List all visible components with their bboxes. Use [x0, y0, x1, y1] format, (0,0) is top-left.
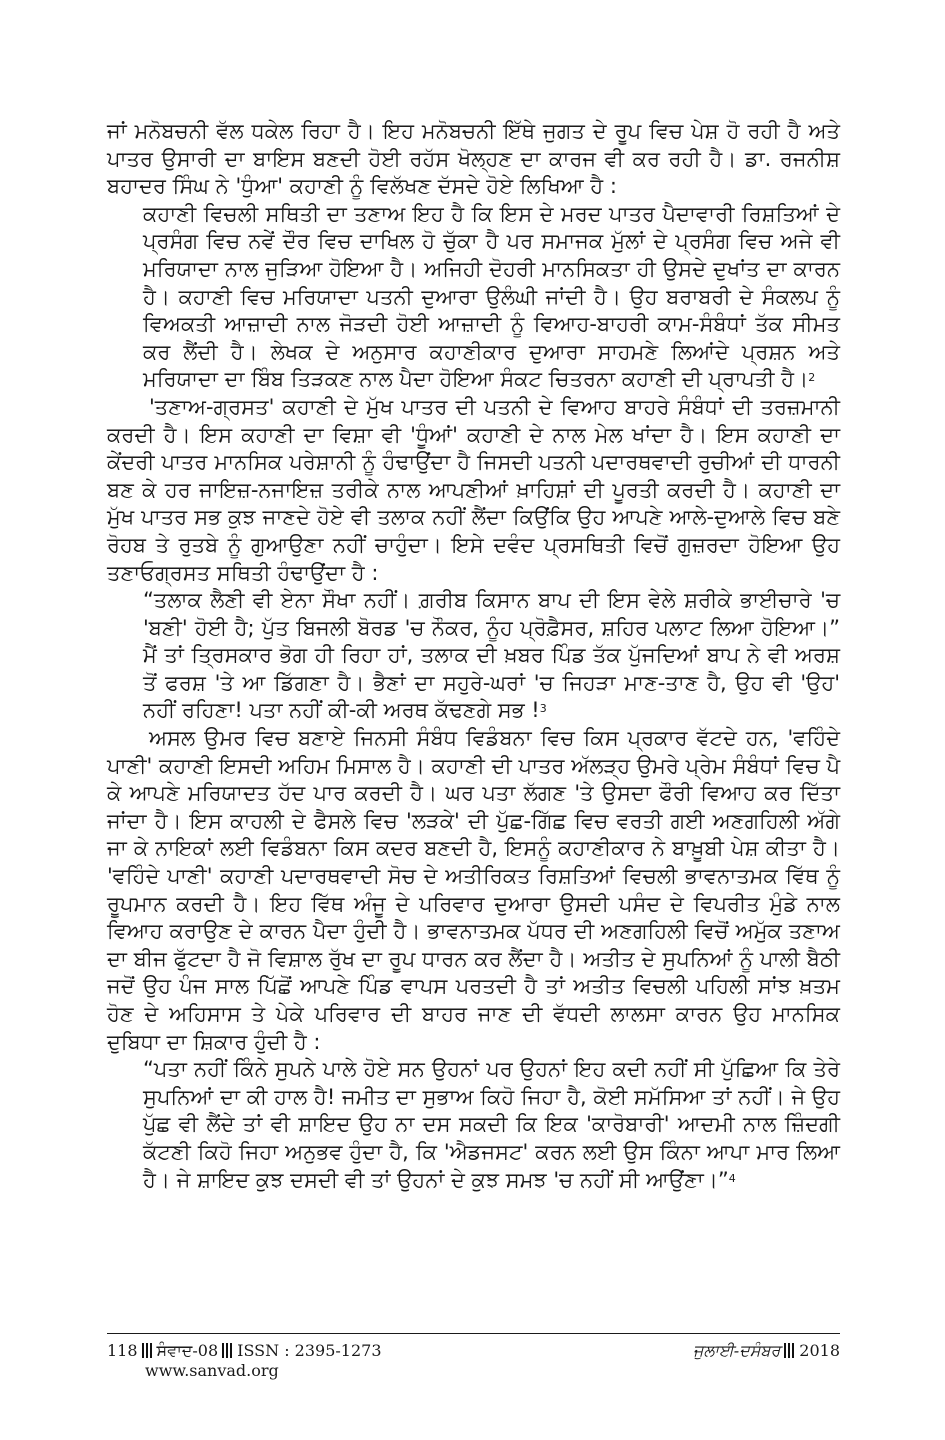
footnote-ref-4: 4 [728, 1171, 736, 1185]
article-body [107, 118, 840, 1194]
block-quote-2-text: “ਤਲਾਕ ਲੈਣੀ ਵੀ ਏਨਾ ਸੌਖਾ ਨਹੀਂ। ਗ਼ਰੀਬ ਕਿਸਾਨ ਬਾਪ ਦੀ ਇਸ ਵੇਲੇ ਸ਼ਰੀਕੇ ਭਾਈਚਾਰੇ 'ਚ 'ਬਣੀ' ਹੋਈ ਹੈ; ਪੁੱਤ ਬਿਜਲੀ ਬੋਰਡ 'ਚ ਨੌਕਰ, ਨੂੰਹ ਪ੍ਰੋਫ਼ੈਸਰ, ਸ਼ਹਿਰ ਪਲਾਟ ਲਿਆ ਹੋਇਆ।” ਮੈਂ ਤਾਂ ਤ੍ਰਿਸਕਾਰ ਭੋਗ ਹੀ ਰਿਹਾ ਹਾਂ, ਤਲਾਕ ਦੀ ਖ਼ਬਰ ਪਿੰਡ ਤੱਕ ਪੁੱਜਦਿਆਂ ਬਾਪ ਨੇ ਵੀ ਅਰਸ਼ ਤੋਂ ਫਰਸ਼ 'ਤੇ ਆ ਡਿੱਗਣਾ ਹੈ। ਭੈਣਾਂ ਦਾ ਸਹੁਰੇ-ਘਰਾਂ 'ਚ ਜਿਹੜਾ ਮਾਣ-ਤਾਣ ਹੈ, ਉਹ ਵੀ 'ਉਹ' ਨਹੀਂ ਰਹਿਣਾ! ਪਤਾ ਨਹੀਂ ਕੀ-ਕੀ ਅਰਥ ਕੱਢਣਗੇ ਸਭ ! [143, 588, 840, 723]
paragraph-1: ਜਾਂ ਮਨੋਬਚਨੀ ਵੱਲ ਧਕੇਲ ਰਿਹਾ ਹੈ। ਇਹ ਮਨੋਬਚਨੀ ਇੱਥੇ ਜੁਗਤ ਦੇ ਰੂਪ ਵਿਚ ਪੇਸ਼ ਹੋ ਰਹੀ ਹੈ ਅਤੇ ਪਾਤਰ ਉਸਾਰੀ ਦਾ ਬਾਇਸ ਬਣਦੀ ਹੋਈ ਰਹੱਸ ਖੋਲ੍ਹਣ ਦਾ ਕਾਰਜ ਵੀ ਕਰ ਰਹੀ ਹੈ। ਡਾ. ਰਜਨੀਸ਼ ਬਹਾਦਰ ਸਿੰਘ ਨੇ 'ਧੁੰਆ' ਕਹਾਣੀ ਨੂੰ ਵਿਲੱਖਣ ਦੱਸਦੇ ਹੋਏ ਲਿਖਿਆ ਹੈ : [107, 119, 840, 199]
issue-year: 2018 [799, 1341, 840, 1360]
footer-right [693, 1341, 840, 1361]
footnote-ref-3: 3 [539, 702, 547, 716]
block-quote-1-text: ਕਹਾਣੀ ਵਿਚਲੀ ਸਥਿਤੀ ਦਾ ਤਣਾਅ ਇਹ ਹੈ ਕਿ ਇਸ ਦੇ ਮਰਦ ਪਾਤਰ ਪੈਦਾਵਾਰੀ ਰਿਸ਼ਤਿਆਂ ਦੇ ਪ੍ਰਸੰਗ ਵਿਚ ਨਵੇਂ ਦੌਰ ਵਿਚ ਦਾਖਿਲ ਹੋ ਚੁੱਕਾ ਹੈ ਪਰ ਸਮਾਜਕ ਮੁੱਲਾਂ ਦੇ ਪ੍ਰਸੰਗ ਵਿਚ ਅਜੇ ਵੀ ਮਰਿਯਾਦਾ ਨਾਲ ਜੁੜਿਆ ਹੋਇਆ ਹੈ। ਅਜਿਹੀ ਦੋਹਰੀ ਮਾਨਸਿਕਤਾ ਹੀ ਉਸਦੇ ਦੁਖਾਂਤ ਦਾ ਕਾਰਨ ਹੈ। ਕਹਾਣੀ ਵਿਚ ਮਰਿਯਾਦਾ ਪਤਨੀ ਦੁਆਰਾ ਉਲੰਘੀ ਜਾਂਦੀ ਹੈ। ਉਹ ਬਰਾਬਰੀ ਦੇ ਸੰਕਲਪ ਨੂੰ ਵਿਅਕਤੀ ਆਜ਼ਾਦੀ ਨਾਲ ਜੋੜਦੀ ਹੋਈ ਆਜ਼ਾਦੀ ਨੂੰ ਵਿਆਹ-ਬਾਹਰੀ ਕਾਮ-ਸੰਬੰਧਾਂ ਤੱਕ ਸੀਮਤ ਕਰ ਲੈਂਦੀ ਹੈ। ਲੇਖਕ ਦੇ ਅਨੁਸਾਰ ਕਹਾਣੀਕਾਰ ਦੁਆਰਾ ਸਾਹਮਣੇ ਲਿਆਂਦੇ ਪ੍ਰਸ਼ਨ ਅਤੇ ਮਰਿਯਾਦਾ ਦਾ ਬਿੰਬ ਤਿੜਕਣ ਨਾਲ ਪੈਦਾ ਹੋਇਆ ਸੰਕਟ ਚਿਤਰਨਾ ਕਹਾਣੀ ਦੀ ਪ੍ਰਾਪਤੀ ਹੈ। [143, 201, 840, 392]
issn: ISSN : 2395-1273 [237, 1341, 382, 1360]
footer-left [107, 1341, 382, 1361]
separator-bars-icon [142, 1343, 153, 1358]
block-quote-2 [143, 587, 840, 725]
paragraph-2: 'ਤਣਾਅ-ਗ੍ਰਸਤ' ਕਹਾਣੀ ਦੇ ਮੁੱਖ ਪਾਤਰ ਦੀ ਪਤਨੀ ਦੇ ਵਿਆਹ ਬਾਹਰੇ ਸੰਬੰਧਾਂ ਦੀ ਤਰਜ਼ਮਾਨੀ ਕਰਦੀ ਹੈ। ਇਸ ਕਹਾਣੀ ਦਾ ਵਿਸ਼ਾ ਵੀ 'ਧੂੰਆਂ' ਕਹਾਣੀ ਦੇ ਨਾਲ ਮੇਲ ਖਾਂਦਾ ਹੈ। ਇਸ ਕਹਾਣੀ ਦਾ ਕੇਂਦਰੀ ਪਾਤਰ ਮਾਨਸਿਕ ਪਰੇਸ਼ਾਨੀ ਨੂੰ ਹੰਢਾਉਂਦਾ ਹੈ ਜਿਸਦੀ ਪਤਨੀ ਪਦਾਰਥਵਾਦੀ ਰੁਚੀਆਂ ਦੀ ਧਾਰਨੀ ਬਣ ਕੇ ਹਰ ਜਾਇਜ਼-ਨਜਾਇਜ਼ ਤਰੀਕੇ ਨਾਲ ਆਪਣੀਆਂ ਖ਼ਾਹਿਸ਼ਾਂ ਦੀ ਪੂਰਤੀ ਕਰਦੀ ਹੈ। ਕਹਾਣੀ ਦਾ ਮੁੱਖ ਪਾਤਰ ਸਭ ਕੁਝ ਜਾਣਦੇ ਹੋਏ ਵੀ ਤਲਾਕ ਨਹੀਂ ਲੈਂਦਾ ਕਿਉਂਕਿ ਉਹ ਆਪਣੇ ਆਲੇ-ਦੁਆਲੇ ਵਿਚ ਬਣੇ ਰੋਹਬ ਤੇ ਰੁਤਬੇ ਨੂੰ ਗੁਆਉਣਾ ਨਹੀਂ ਚਾਹੁੰਦਾ। ਇਸੇ ਦਵੰਦ ਪ੍ਰਸਥਿਤੀ ਵਿਚੋਂ ਗੁਜ਼ਰਦਾ ਹੋਇਆ ਉਹ ਤਣਾਓਗ੍ਰਸਤ ਸਥਿਤੀ ਹੰਢਾਉਂਦਾ ਹੈ : [107, 394, 840, 585]
issue-period: ਜੁਲਾਈ-ਦਸੰਬਰ [693, 1341, 781, 1360]
footer-divider [107, 1333, 840, 1334]
website-link[interactable]: www.sanvad.org [145, 1361, 279, 1380]
footnote-ref-2: 2 [808, 371, 816, 385]
block-quote-1 [143, 201, 840, 394]
separator-bars-icon [784, 1343, 795, 1358]
block-quote-3 [143, 1056, 840, 1194]
journal-name: ਸੰਵਾਦ-08 [156, 1341, 219, 1360]
separator-bars-icon [222, 1343, 233, 1358]
paragraph-3: ਅਸਲ ਉਮਰ ਵਿਚ ਬਣਾਏ ਜਿਨਸੀ ਸੰਬੰਧ ਵਿਡੰਬਨਾ ਵਿਚ ਕਿਸ ਪ੍ਰਕਾਰ ਵੱਟਦੇ ਹਨ, 'ਵਹਿੰਦੇ ਪਾਣੀ' ਕਹਾਣੀ ਇਸਦੀ ਅਹਿਮ ਮਿਸਾਲ ਹੈ। ਕਹਾਣੀ ਦੀ ਪਾਤਰ ਅੱਲੜ੍ਹ ਉਮਰੇ ਪ੍ਰੇਮ ਸੰਬੰਧਾਂ ਵਿਚ ਪੈ ਕੇ ਆਪਣੇ ਮਰਿਯਾਦਤ ਹੱਦ ਪਾਰ ਕਰਦੀ ਹੈ। ਘਰ ਪਤਾ ਲੱਗਣ 'ਤੇ ਉਸਦਾ ਫੌਰੀ ਵਿਆਹ ਕਰ ਦਿੱਤਾ ਜਾਂਦਾ ਹੈ। ਇਸ ਕਾਹਲੀ ਦੇ ਫੈਸਲੇ ਵਿਚ 'ਲੜਕੇ' ਦੀ ਪੁੱਛ-ਗਿੱਛ ਵਿਚ ਵਰਤੀ ਗਈ ਅਣਗਹਿਲੀ ਅੱਗੇ ਜਾ ਕੇ ਨਾਇਕਾਂ ਲਈ ਵਿਡੰਬਨਾ ਕਿਸ ਕਦਰ ਬਣਦੀ ਹੈ, ਇਸਨੂੰ ਕਹਾਣੀਕਾਰ ਨੇ ਬਾਖ਼ੂਬੀ ਪੇਸ਼ ਕੀਤਾ ਹੈ। 'ਵਹਿੰਦੇ ਪਾਣੀ' ਕਹਾਣੀ ਪਦਾਰਥਵਾਦੀ ਸੋਚ ਦੇ ਅਤੀਰਿਕਤ ਰਿਸ਼ਤਿਆਂ ਵਿਚਲੀ ਭਾਵਨਾਤਮਕ ਵਿੱਥ ਨੂੰ ਰੂਪਮਾਨ ਕਰਦੀ ਹੈ। ਇਹ ਵਿੱਥ ਅੰਜੂ ਦੇ ਪਰਿਵਾਰ ਦੁਆਰਾ ਉਸਦੀ ਪਸੰਦ ਦੇ ਵਿਪਰੀਤ ਮੁੰਡੇ ਨਾਲ ਵਿਆਹ ਕਰਾਉਣ ਦੇ ਕਾਰਨ ਪੈਦਾ ਹੁੰਦੀ ਹੈ। ਭਾਵਨਾਤਮਕ ਪੱਧਰ ਦੀ ਅਣਗਹਿਲੀ ਵਿਚੋਂ ਅਮੁੱਕ ਤਣਾਅ ਦਾ ਬੀਜ ਫੁੱਟਦਾ ਹੈ ਜੋ ਵਿਸ਼ਾਲ ਰੁੱਖ ਦਾ ਰੂਪ ਧਾਰਨ ਕਰ ਲੈਂਦਾ ਹੈ। ਅਤੀਤ ਦੇ ਸੁਪਨਿਆਂ ਨੂੰ ਪਾਲੀ ਬੈਠੀ ਜਦੋਂ ਉਹ ਪੰਜ ਸਾਲ ਪਿੱਛੋਂ ਆਪਣੇ ਪਿੰਡ ਵਾਪਸ ਪਰਤਦੀ ਹੈ ਤਾਂ ਅਤੀਤ ਵਿਚਲੀ ਪਹਿਲੀ ਸਾਂਝ ਖ਼ਤਮ ਹੋਣ ਦੇ ਅਹਿਸਾਸ ਤੇ ਪੇਕੇ ਪਰਿਵਾਰ ਦੀ ਬਾਹਰ ਜਾਣ ਦੀ ਵੱਧਦੀ ਲਾਲਸਾ ਕਾਰਨ ਉਹ ਮਾਨਸਿਕ ਦੁਬਿਧਾ ਦਾ ਸ਼ਿਕਾਰ ਹੁੰਦੀ ਹੈ : [107, 726, 840, 1054]
block-quote-3-text: “ਪਤਾ ਨਹੀਂ ਕਿੰਨੇ ਸੁਪਨੇ ਪਾਲੇ ਹੋਏ ਸਨ ਉਹਨਾਂ ਪਰ ਉਹਨਾਂ ਇਹ ਕਦੀ ਨਹੀਂ ਸੀ ਪੁੱਛਿਆ ਕਿ ਤੇਰੇ ਸੁਪਨਿਆਂ ਦਾ ਕੀ ਹਾਲ ਹੈ! ਜਮੀਤ ਦਾ ਸੁਭਾਅ ਕਿਹੋ ਜਿਹਾ ਹੈ, ਕੋਈ ਸਮੱਸਿਆ ਤਾਂ ਨਹੀਂ। ਜੇ ਉਹ ਪੁੱਛ ਵੀ ਲੈਂਦੇ ਤਾਂ ਵੀ ਸ਼ਾਇਦ ਉਹ ਨਾ ਦਸ ਸਕਦੀ ਕਿ ਇਕ 'ਕਾਰੋਬਾਰੀ' ਆਦਮੀ ਨਾਲ ਜ਼ਿੰਦਗੀ ਕੱਟਣੀ ਕਿਹੋ ਜਿਹਾ ਅਨੁਭਵ ਹੁੰਦਾ ਹੈ, ਕਿ 'ਐਡਜਸਟ' ਕਰਨ ਲਈ ਉਸ ਕਿੰਨਾ ਆਪਾ ਮਾਰ ਲਿਆ ਹੈ। ਜੇ ਸ਼ਾਇਦ ਕੁਝ ਦਸਦੀ ਵੀ ਤਾਂ ਉਹਨਾਂ ਦੇ ਕੁਝ ਸਮਝ 'ਚ ਨਹੀਂ ਸੀ ਆਉਂਣਾ।” [143, 1057, 840, 1192]
page-number: 118 [107, 1341, 138, 1360]
